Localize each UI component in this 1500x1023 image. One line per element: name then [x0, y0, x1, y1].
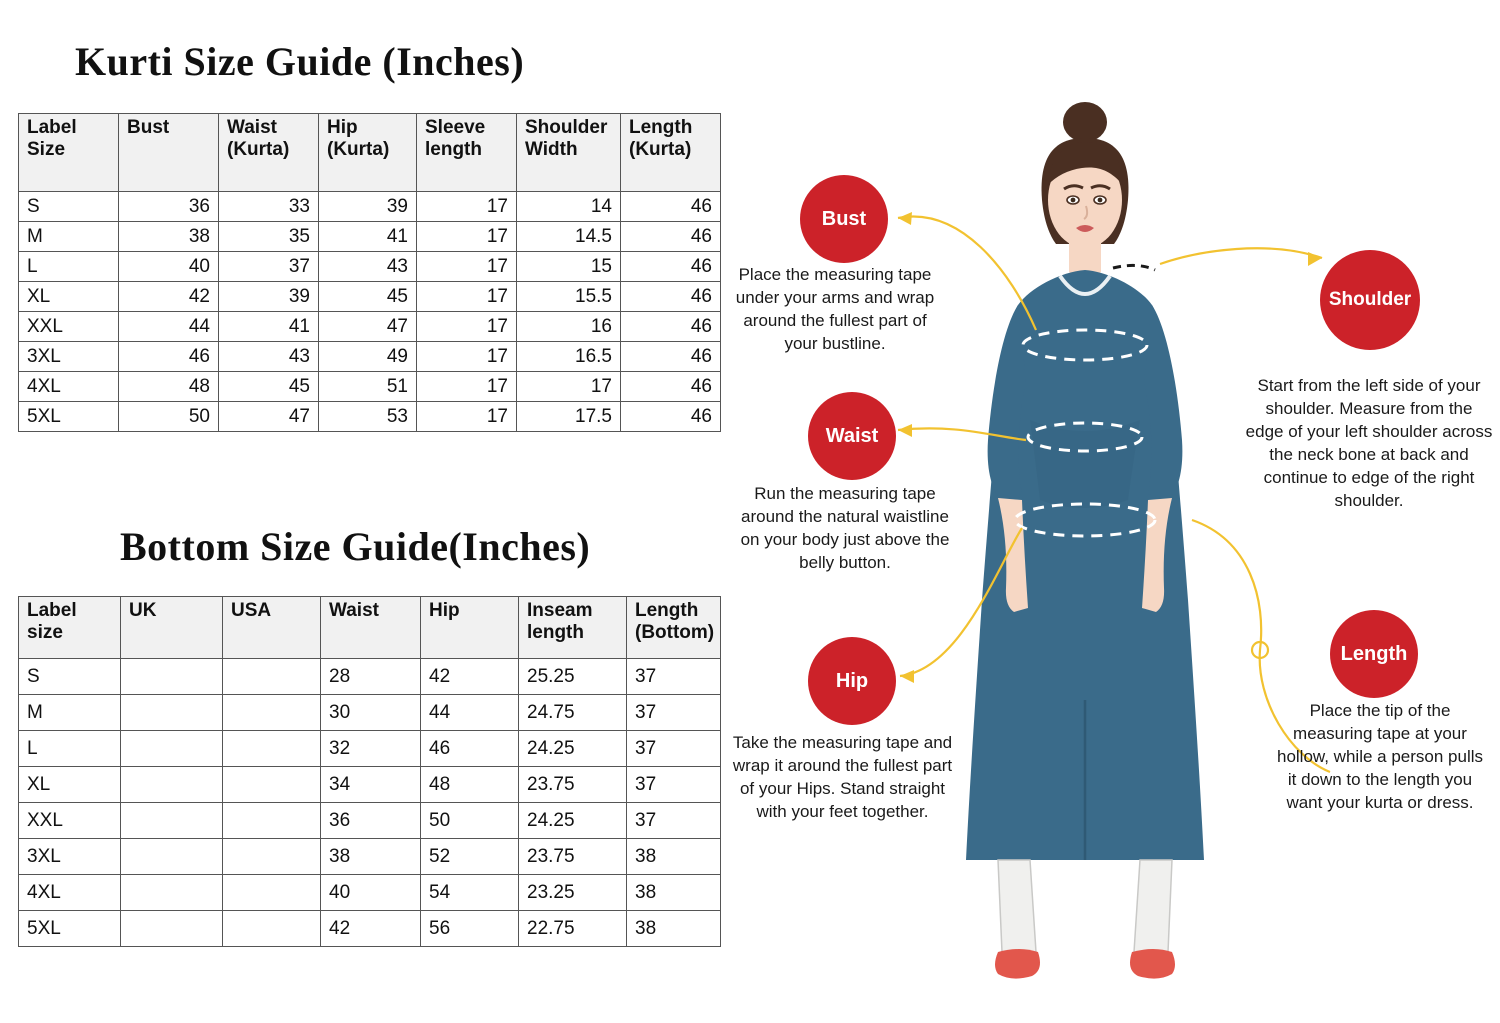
cell-length-bottom: 38 — [627, 875, 721, 911]
cell-length-bottom: 37 — [627, 767, 721, 803]
cell-length: 46 — [621, 372, 721, 402]
cell-bust: 36 — [119, 192, 219, 222]
cell-shoulder-width: 16.5 — [517, 342, 621, 372]
cell-usa — [223, 659, 321, 695]
cell-bust: 44 — [119, 312, 219, 342]
table-row — [19, 659, 721, 695]
cell-waist: 30 — [321, 695, 421, 731]
cell-shoulder-width: 16 — [517, 312, 621, 342]
table-row — [19, 192, 721, 222]
cell-length: 46 — [621, 252, 721, 282]
column-header-usa: USA — [223, 597, 321, 659]
cell-usa — [223, 911, 321, 947]
cell-usa — [223, 695, 321, 731]
table-row — [19, 372, 721, 402]
cell-waist: 39 — [219, 282, 319, 312]
cell-label-size: XL — [19, 282, 119, 312]
cell-hip: 39 — [319, 192, 417, 222]
cell-inseam-length: 25.25 — [519, 659, 627, 695]
column-header-label-size: Label size — [19, 597, 121, 659]
cell-sleeve-length: 17 — [417, 312, 517, 342]
table-row — [19, 222, 721, 252]
table-row — [19, 252, 721, 282]
cell-label-size: 4XL — [19, 875, 121, 911]
kurti-size-guide-title: Kurti Size Guide (Inches) — [75, 39, 525, 84]
cell-sleeve-length: 17 — [417, 372, 517, 402]
cell-label-size: 5XL — [19, 402, 119, 432]
cell-hip: 52 — [421, 839, 519, 875]
column-header-label-size: Label Size — [19, 114, 119, 192]
cell-label-size: 4XL — [19, 372, 119, 402]
cell-usa — [223, 767, 321, 803]
arrow-shoulder — [1160, 248, 1322, 264]
column-header-bust: Bust — [119, 114, 219, 192]
cell-inseam-length: 22.75 — [519, 911, 627, 947]
badge-waist[interactable]: Waist — [808, 392, 896, 480]
cell-length: 46 — [621, 222, 721, 252]
cell-length-bottom: 37 — [627, 803, 721, 839]
badge-shoulder[interactable]: Shoulder — [1320, 250, 1420, 350]
cell-shoulder-width: 14 — [517, 192, 621, 222]
cell-uk — [121, 659, 223, 695]
cell-sleeve-length: 17 — [417, 342, 517, 372]
hair-bun-shape — [1063, 102, 1107, 142]
cell-uk — [121, 803, 223, 839]
table-row — [19, 731, 721, 767]
cell-inseam-length: 23.75 — [519, 767, 627, 803]
cell-sleeve-length: 17 — [417, 402, 517, 432]
table-row — [19, 402, 721, 432]
cell-bust: 40 — [119, 252, 219, 282]
badge-bust[interactable]: Bust — [800, 175, 888, 263]
cell-label-size: M — [19, 222, 119, 252]
cell-inseam-length: 24.75 — [519, 695, 627, 731]
cell-hip: 51 — [319, 372, 417, 402]
cell-waist: 33 — [219, 192, 319, 222]
cell-waist: 32 — [321, 731, 421, 767]
cell-bust: 50 — [119, 402, 219, 432]
cell-uk — [121, 695, 223, 731]
cell-hip: 45 — [319, 282, 417, 312]
cell-label-size: 3XL — [19, 342, 119, 372]
cell-length-bottom: 38 — [627, 911, 721, 947]
cell-waist: 47 — [219, 402, 319, 432]
cell-label-size: XXL — [19, 312, 119, 342]
cell-usa — [223, 731, 321, 767]
cell-waist: 37 — [219, 252, 319, 282]
cell-shoulder-width: 17 — [517, 372, 621, 402]
badge-length[interactable]: Length — [1330, 610, 1418, 698]
pupil-left — [1071, 198, 1076, 203]
measurement-illustration-panel — [730, 0, 1500, 1023]
table-row — [19, 803, 721, 839]
caption-length: Place the tip of the measuring tape at your hollow, while a person pulls it down to the length you want your kurta or dress. — [1276, 701, 1483, 812]
kurti-size-table — [18, 113, 721, 432]
column-header-inseam-length: Inseam length — [519, 597, 627, 659]
table-row — [19, 767, 721, 803]
cell-sleeve-length: 17 — [417, 282, 517, 312]
cell-length-bottom: 37 — [627, 659, 721, 695]
cell-inseam-length: 23.75 — [519, 839, 627, 875]
arrowhead-bust — [898, 212, 912, 225]
pant-leg-right — [1134, 860, 1172, 952]
bottom-size-guide-title: Bottom Size Guide(Inches) — [120, 524, 591, 569]
cell-shoulder-width: 17.5 — [517, 402, 621, 432]
caption-waist: Run the measuring tape around the natural waistline on your body just above the belly button. — [740, 484, 950, 572]
cell-sleeve-length: 17 — [417, 222, 517, 252]
cell-usa — [223, 803, 321, 839]
dress-shading — [1030, 420, 1140, 508]
table-header-row — [19, 114, 721, 192]
column-header-hip: Hip — [421, 597, 519, 659]
cell-shoulder-width: 14.5 — [517, 222, 621, 252]
column-header-hip: Hip (Kurta) — [319, 114, 417, 192]
cell-length-bottom: 37 — [627, 731, 721, 767]
cell-inseam-length: 24.25 — [519, 731, 627, 767]
cell-bust: 38 — [119, 222, 219, 252]
shoe-left — [995, 949, 1040, 979]
cell-length: 46 — [621, 282, 721, 312]
cell-waist: 28 — [321, 659, 421, 695]
cell-hip: 56 — [421, 911, 519, 947]
table-row — [19, 911, 721, 947]
cell-label-size: XXL — [19, 803, 121, 839]
table-row — [19, 695, 721, 731]
cell-waist: 40 — [321, 875, 421, 911]
cell-hip: 42 — [421, 659, 519, 695]
badge-hip[interactable]: Hip — [808, 637, 896, 725]
cell-hip: 44 — [421, 695, 519, 731]
cell-hip: 53 — [319, 402, 417, 432]
cell-label-size: S — [19, 192, 119, 222]
cell-uk — [121, 911, 223, 947]
cell-bust: 46 — [119, 342, 219, 372]
cell-hip: 48 — [421, 767, 519, 803]
pant-leg-left — [998, 860, 1036, 952]
cell-usa — [223, 875, 321, 911]
cell-length: 46 — [621, 192, 721, 222]
cell-hip: 50 — [421, 803, 519, 839]
cell-sleeve-length: 17 — [417, 252, 517, 282]
cell-hip: 54 — [421, 875, 519, 911]
cell-label-size: XL — [19, 767, 121, 803]
cell-length-bottom: 38 — [627, 839, 721, 875]
column-header-uk: UK — [121, 597, 223, 659]
cell-sleeve-length: 17 — [417, 192, 517, 222]
cell-uk — [121, 875, 223, 911]
table-row — [19, 839, 721, 875]
table-row — [19, 342, 721, 372]
cell-waist: 35 — [219, 222, 319, 252]
cell-shoulder-width: 15.5 — [517, 282, 621, 312]
cell-label-size: M — [19, 695, 121, 731]
arrowhead-waist — [898, 424, 912, 437]
column-header-shoulder-width: Shoulder Width — [517, 114, 621, 192]
cell-waist: 43 — [219, 342, 319, 372]
shoulder-tape-line — [1113, 265, 1155, 270]
cell-uk — [121, 839, 223, 875]
cell-label-size: 5XL — [19, 911, 121, 947]
pupil-right — [1098, 198, 1103, 203]
cell-waist: 34 — [321, 767, 421, 803]
cell-bust: 48 — [119, 372, 219, 402]
cell-waist: 38 — [321, 839, 421, 875]
bottom-size-table — [18, 596, 721, 947]
column-header-length: Length (Kurta) — [621, 114, 721, 192]
table-row — [19, 282, 721, 312]
cell-label-size: S — [19, 659, 121, 695]
shoe-right — [1130, 949, 1175, 979]
caption-bust: Place the measuring tape under your arms and wrap around the fullest part of your bustline. — [735, 265, 935, 353]
cell-shoulder-width: 15 — [517, 252, 621, 282]
cell-hip: 41 — [319, 222, 417, 252]
arrowhead-shoulder — [1308, 252, 1322, 266]
cell-hip: 47 — [319, 312, 417, 342]
cell-bust: 42 — [119, 282, 219, 312]
table-row — [19, 875, 721, 911]
cell-label-size: L — [19, 731, 121, 767]
cell-uk — [121, 731, 223, 767]
cell-length: 46 — [621, 342, 721, 372]
cell-inseam-length: 23.25 — [519, 875, 627, 911]
caption-hip: Take the measuring tape and wrap it around the fullest part of your Hips. Stand straight with your feet together. — [732, 733, 953, 821]
column-header-waist: Waist (Kurta) — [219, 114, 319, 192]
cell-length: 46 — [621, 402, 721, 432]
cell-waist: 42 — [321, 911, 421, 947]
cell-uk — [121, 767, 223, 803]
arrowhead-hip — [900, 670, 914, 683]
column-header-sleeve-length: Sleeve length — [417, 114, 517, 192]
cell-length-bottom: 37 — [627, 695, 721, 731]
table-row — [19, 312, 721, 342]
cell-waist: 36 — [321, 803, 421, 839]
table-header-row — [19, 597, 721, 659]
cell-hip: 49 — [319, 342, 417, 372]
column-header-waist: Waist — [321, 597, 421, 659]
cell-hip: 43 — [319, 252, 417, 282]
cell-length: 46 — [621, 312, 721, 342]
cell-label-size: L — [19, 252, 119, 282]
cell-label-size: 3XL — [19, 839, 121, 875]
column-header-length-bottom: Length (Bottom) — [627, 597, 721, 659]
cell-waist: 45 — [219, 372, 319, 402]
cell-hip: 46 — [421, 731, 519, 767]
cell-usa — [223, 839, 321, 875]
caption-shoulder: Start from the left side of your shoulder. Measure from the edge of your left shoulder across the neck bone at back and continue to edge of the right shoulder. — [1245, 376, 1493, 510]
cell-waist: 41 — [219, 312, 319, 342]
cell-inseam-length: 24.25 — [519, 803, 627, 839]
